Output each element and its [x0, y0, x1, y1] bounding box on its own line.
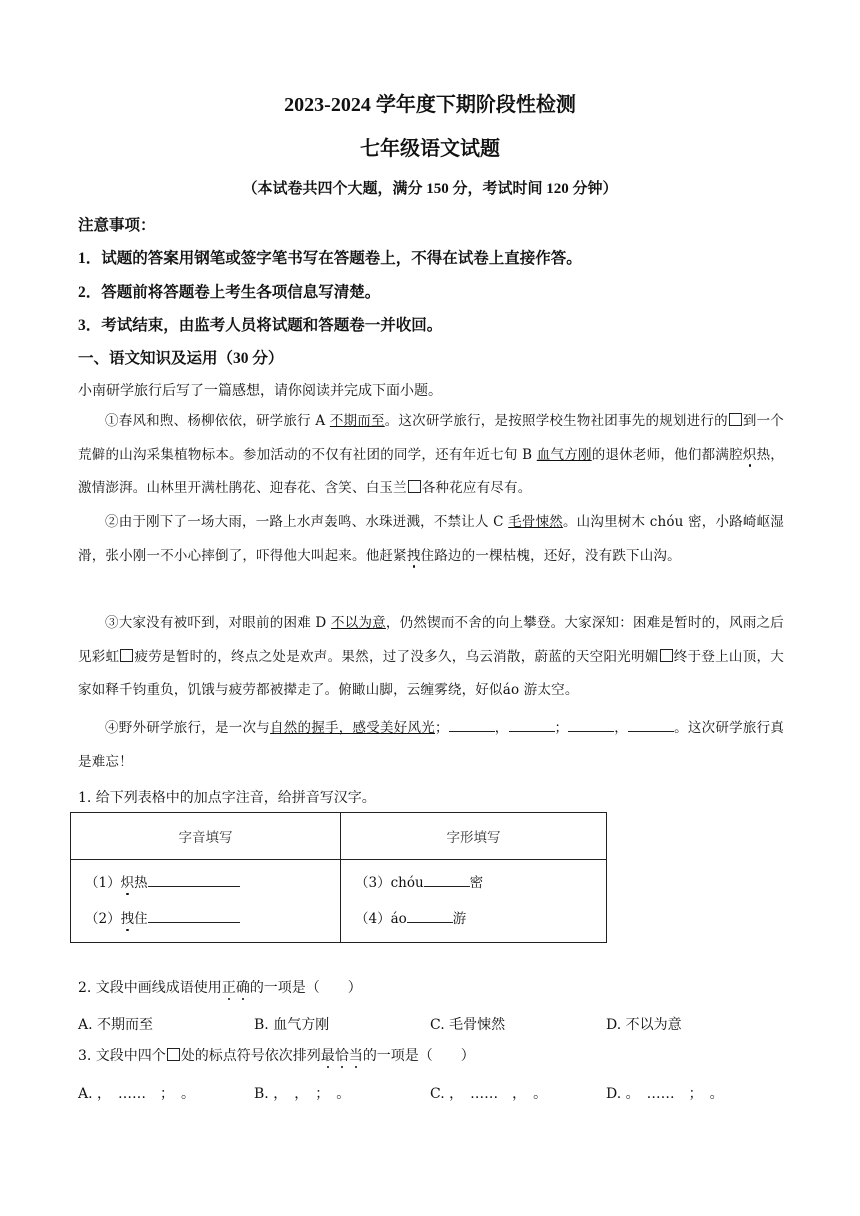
- passage-paragraph-3: ③大家没有被吓到，对眼前的困难 D 不以为意，仍然锲而不舍的向上攀登。大家深知：困难是暂时的，风雨之后见彩虹 疲劳是暂时的，终点之处是欢声。果然，过了没多久，乌云消散，蔚蓝的天空阳光明媚 终于登上山顶，大家如释千钧重负，饥饿与疲劳都被撵走了。俯瞰山脚，云缠雾绕，好似áo 游太空。: [78, 615, 784, 698]
- answer-blank-1[interactable]: [449, 719, 495, 732]
- idiom-c: 毛骨悚然: [508, 514, 563, 530]
- underlined-phrase: 自然的握手，感受美好风光: [270, 720, 435, 736]
- dotted-char-chi: 炽: [742, 446, 757, 463]
- character-cell: [341, 860, 607, 943]
- answer-blank-3[interactable]: [568, 719, 614, 732]
- notes-heading: 注意事项：: [78, 217, 156, 234]
- idiom-b: 血气方刚: [536, 446, 592, 463]
- dotted-char-zhuai: 拽: [406, 547, 421, 564]
- note-item-3: 3．考试结束，由监考人员将试题和答题卷一并收回。: [78, 317, 443, 334]
- question-1-stem: 1. 给下列表格中的加点字注音，给拼音写汉字。: [78, 790, 376, 806]
- table-header-pronunciation: 字音填写: [71, 813, 341, 860]
- punctuation-box-1: [729, 413, 742, 426]
- q2-option-c[interactable]: C. 毛骨悚然: [430, 1017, 506, 1033]
- answer-blank-item-4[interactable]: [407, 910, 453, 923]
- exam-title: 2023-2024 学年度下期阶段性检测: [284, 94, 576, 116]
- q2-option-d[interactable]: D. 不以为意: [606, 1017, 682, 1033]
- item-2: （2）拽住: [85, 901, 339, 937]
- answer-blank-4[interactable]: [628, 719, 674, 732]
- punctuation-box-2: [408, 480, 421, 493]
- note-item-2: 2．答题前将答题卷上考生各项信息写清楚。: [78, 284, 381, 301]
- q3-option-a[interactable]: A. ， …… ； 。: [78, 1086, 196, 1102]
- note-item-1: 1．试题的答案用钢笔或签字笔书写在答题卷上，不得在试卷上直接作答。: [78, 250, 582, 267]
- item-4: （4）áo 游: [355, 911, 467, 927]
- idiom-a: 不期而至: [329, 413, 385, 429]
- idiom-d: 不以为意: [330, 615, 386, 631]
- exam-subject-title: 七年级语文试题: [360, 138, 500, 160]
- box-symbol: [167, 1048, 180, 1061]
- q2-option-b[interactable]: B. 血气方刚: [254, 1017, 330, 1033]
- pronunciation-cell: [71, 860, 341, 943]
- question-3-stem: 3. 文段中四个 处的标点符号依次排列最恰当的一项是（ ）: [78, 1048, 475, 1064]
- answer-blank-item-3[interactable]: [424, 874, 470, 887]
- passage-paragraph-1: ①春风和煦、杨柳依依，研学旅行 A 不期而至。这次研学旅行，是按照学校生物社团事先的规划进行的 到一个荒僻的山沟采集植物标本。参加活动的不仅有社团的同学，还有年近七旬 B 血气方刚的退休老师，他们都满腔炽热，激情澎湃。山林里开满杜鹃花、迎春花、含笑、白玉兰 各种花应有尽有。: [78, 413, 784, 496]
- section-heading: 一、语文知识及运用（30 分）: [78, 350, 284, 367]
- passage-paragraph-2: ②由于刚下了一场大雨，一路上水声轰鸣、水珠迸溅，不禁让人 C 毛骨悚然。山沟里树木 chóu 密，小路崎岖湿滑，张小刚一不小心摔倒了，吓得他大叫起来。他赶紧拽住路边的一棵枯槐，还好，没有跌下山沟。: [78, 514, 784, 564]
- passage-paragraph-4: ④野外研学旅行，是一次与自然的握手，感受美好风光； ， ； ， 。这次研学旅行真是难忘！: [78, 720, 785, 770]
- punctuation-box-3: [120, 649, 133, 662]
- q3-option-b[interactable]: B. ， ， ； 。: [254, 1086, 351, 1102]
- q3-option-d[interactable]: D. 。 …… ； 。: [606, 1086, 724, 1102]
- item-3: （3）chóu 密: [355, 875, 484, 891]
- section-intro: 小南研学旅行后写了一篇感想，请你阅读并完成下面小题。: [78, 383, 442, 399]
- question-1-table: [70, 812, 607, 943]
- exam-subtitle: （本试卷共四个大题，满分 150 分，考试时间 120 分钟）: [242, 181, 618, 197]
- punctuation-box-4: [660, 649, 673, 662]
- q3-option-c[interactable]: C. ， …… ， 。: [430, 1086, 548, 1102]
- table-header-character: 字形填写: [341, 813, 607, 860]
- answer-blank-2[interactable]: [509, 719, 555, 732]
- item-1: （1）炽热: [85, 865, 339, 901]
- question-2-stem: 2. 文段中画线成语使用正确的一项是（ ）: [78, 980, 362, 996]
- answer-blank-item-2[interactable]: [148, 910, 240, 923]
- answer-blank-item-1[interactable]: [148, 874, 240, 887]
- q2-option-a[interactable]: A. 不期而至: [78, 1017, 154, 1033]
